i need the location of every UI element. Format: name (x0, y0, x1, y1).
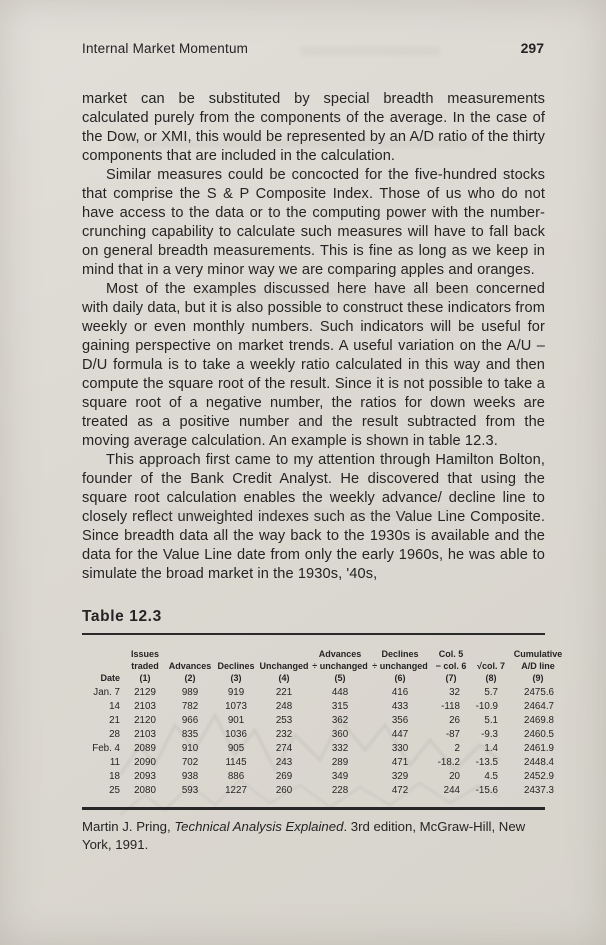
table-cell: 269 (275, 770, 293, 782)
table-row (88, 685, 566, 699)
table-cell: -87 (445, 728, 460, 740)
table-header-cell: ÷ unchanged (312, 661, 368, 671)
running-head-title: Internal Market Momentum (82, 41, 249, 56)
table-cell: 2090 (134, 756, 156, 768)
table-cell: 2448.4 (524, 756, 554, 768)
table-cell: 360 (331, 728, 349, 740)
table-header-cell: (7) (445, 673, 457, 683)
paragraph: market can be substituted by special breadth measurements calculated purely from the components of the average. In the case of the Dow, or XMI, this would be represented by an A/D ratio of the thirty components that are included in the calculation. (82, 91, 545, 164)
table-body (88, 685, 566, 797)
table-cell: 248 (275, 700, 293, 712)
table-cell: 14 (109, 700, 120, 712)
table-cell: 2 (454, 742, 460, 754)
table-cell: -10.9 (475, 700, 498, 712)
table-header-cell: Declines (217, 661, 255, 671)
table-cell: 221 (275, 686, 293, 698)
table-cell: 2469.8 (524, 714, 554, 726)
page-header (82, 40, 544, 56)
table-cell: 274 (275, 742, 293, 754)
table-cell: 966 (181, 714, 199, 726)
table-cell: 471 (391, 756, 409, 768)
table-cell: 989 (181, 686, 199, 698)
table-cell: 2093 (134, 770, 156, 782)
table-cell: 2103 (134, 700, 156, 712)
table-cell: 919 (227, 686, 245, 698)
table-header-cell: traded (131, 661, 159, 671)
table-cell: 938 (181, 770, 199, 782)
table-cell: 5.1 (484, 714, 498, 726)
table-header-cell: √col. 7 (477, 661, 505, 671)
table-cell: 26 (449, 714, 460, 726)
paragraph: Most of the examples discussed here have all been concerned with daily data, but it is also possible to construct these indicators from weekly or even monthly numbers. Such indicators will be useful for gaining perspective on market trends. A useful variation on the A/U – D/U formula is to take a weekly ratio calculated in this way and then compute the square root of the result. Since it is not possible to take a square root of a negative number, the ratios for down weeks are treated as a positive number and the result subtracted from the moving average calculation. An example is shown in table 12.3. (82, 281, 545, 449)
table-cell: -9.3 (481, 728, 498, 740)
table-cell: 1073 (225, 700, 247, 712)
table-cell: 332 (331, 742, 349, 754)
table-cell: 315 (331, 700, 349, 712)
table-cell: 356 (391, 714, 409, 726)
table-cell: 447 (391, 728, 409, 740)
table-cell: 329 (391, 770, 409, 782)
table-cell: Jan. 7 (93, 686, 120, 698)
table-cell: 702 (181, 756, 199, 768)
table-header-cell (472, 649, 510, 661)
table-header-cell: Col. 5 (438, 649, 464, 659)
table-cell: 2461.9 (524, 742, 554, 754)
table-cell: 5.7 (484, 686, 498, 698)
table-header-cell (166, 649, 214, 661)
table-cell: -118 (441, 700, 460, 712)
table-cell: 330 (391, 742, 409, 754)
table-cell: 260 (275, 784, 293, 796)
table-header-cell (258, 649, 310, 661)
table-cell: 362 (331, 714, 349, 726)
table-cell: 11 (109, 756, 120, 768)
table-header-cell: Advances (168, 661, 212, 671)
table-cell: 243 (275, 756, 293, 768)
table-row (88, 783, 566, 797)
table-cell: 1227 (225, 784, 247, 796)
body-text (82, 90, 545, 584)
table-header-cell: (8) (485, 673, 497, 683)
table-header-cell (214, 649, 258, 661)
table-cell: 32 (449, 686, 460, 698)
table-cell: 416 (391, 686, 409, 698)
table-cell: 18 (109, 770, 120, 782)
table-cell: 28 (109, 728, 120, 740)
table-row (88, 741, 566, 755)
table-cell: 1.4 (484, 742, 498, 754)
table-header-cell: Declines (381, 649, 419, 659)
table-header-cell: Cumulative (513, 649, 563, 659)
table-cell: 349 (331, 770, 349, 782)
table-cell: 253 (275, 714, 293, 726)
table-header-cell: A/D line (521, 661, 555, 671)
citation-rest: . 3rd edition, McGraw-Hill, New York, 1991. (82, 818, 526, 852)
table-header-cell: (6) (394, 673, 406, 683)
table-cell: 232 (275, 728, 293, 740)
table-cell: 1145 (225, 756, 247, 768)
table-cell: 25 (109, 784, 120, 796)
paragraph: This approach first came to my attention through Hamilton Bolton, founder of the Bank Credit Analyst. He discovered that using the square root calculation enables the weekly advance/ decline line to closely reflect unweighted indexes such as the Value Line Composite. Since breadth data all the way back to the 1930s is available and the data for the Value Line date from only the early 1960s, he was able to simulate the broad market in the 1930s, '40s, (82, 452, 545, 582)
table-header-cell (88, 661, 124, 673)
table-cell: 910 (181, 742, 199, 754)
caption-rule (82, 633, 545, 635)
table-cell: 835 (181, 728, 199, 740)
table-cell: 20 (449, 770, 460, 782)
table-cell: 1036 (225, 728, 247, 740)
table-header-row (88, 661, 566, 673)
table-cell: 2464.7 (524, 700, 554, 712)
table-header-cell: Advances (318, 649, 362, 659)
paragraph: Similar measures could be concocted for the five-hundred stocks that comprise the S & P Composite Index. Those of us who do not have access to the data or to the computing power with the number-crunching capability to calculate such measures will have to fall back on general breadth measurements. This is fine as long as we keep in mind that in a very minor way we are comparing apples and oranges. (82, 167, 545, 278)
table-header-cell: (3) (230, 673, 242, 683)
table-header-row (88, 649, 566, 661)
table-cell: 886 (227, 770, 245, 782)
table-cell: -15.6 (475, 784, 498, 796)
table-row (88, 769, 566, 783)
table-header-cell: (5) (334, 673, 346, 683)
table-header-row (88, 673, 566, 685)
table-cell: 2460.5 (524, 728, 554, 740)
table-cell: 289 (331, 756, 349, 768)
table-header-cell: − col. 6 (435, 661, 467, 671)
table-row (88, 699, 566, 713)
table-header-cell: Date (100, 673, 120, 683)
table-cell: 2103 (134, 728, 156, 740)
citation-author: Martin J. Pring, (82, 818, 175, 834)
table-header-cell: Issues (130, 649, 160, 659)
table-caption: Table 12.3 (82, 608, 162, 625)
table-cell: Feb. 4 (92, 742, 120, 754)
table-cell: 472 (391, 784, 409, 796)
citation-title: Technical Analysis Explained (174, 818, 344, 834)
table-cell: -18.2 (437, 756, 460, 768)
table-cell: 433 (391, 700, 409, 712)
table-cell: 2452.9 (524, 770, 554, 782)
table-header (88, 649, 566, 685)
table-cell: 2080 (134, 784, 156, 796)
table-cell: 2437.3 (524, 784, 554, 796)
table-cell: 21 (109, 714, 120, 726)
table-cell: 228 (331, 784, 349, 796)
table-bottom-rule (82, 807, 545, 810)
table-block (82, 608, 563, 810)
citation (82, 818, 545, 854)
table-cell: 905 (227, 742, 245, 754)
table-header-cell (88, 649, 124, 661)
table-cell: 2129 (134, 686, 156, 698)
table-header-cell: (2) (184, 673, 196, 683)
table-cell: 2089 (134, 742, 156, 754)
table-header-cell: (1) (139, 673, 151, 683)
table-cell: 782 (181, 700, 199, 712)
table-cell: 901 (227, 714, 245, 726)
page-number: 297 (520, 40, 544, 56)
table-cell: 244 (443, 784, 460, 796)
table-row (88, 727, 566, 741)
breadth-data-table (88, 649, 566, 797)
table-header-cell: Unchanged (259, 661, 309, 671)
table-row (88, 713, 566, 727)
table-header-cell: ÷ unchanged (372, 661, 428, 671)
table-cell: 593 (181, 784, 199, 796)
table-header-cell: (9) (532, 673, 544, 683)
table-cell: 448 (331, 686, 349, 698)
table-cell: 2120 (134, 714, 156, 726)
table-header-cell: (4) (278, 673, 290, 683)
table-cell: 4.5 (484, 770, 498, 782)
table-cell: 2475.6 (524, 686, 554, 698)
table-cell: -13.5 (475, 756, 498, 768)
table-row (88, 755, 566, 769)
